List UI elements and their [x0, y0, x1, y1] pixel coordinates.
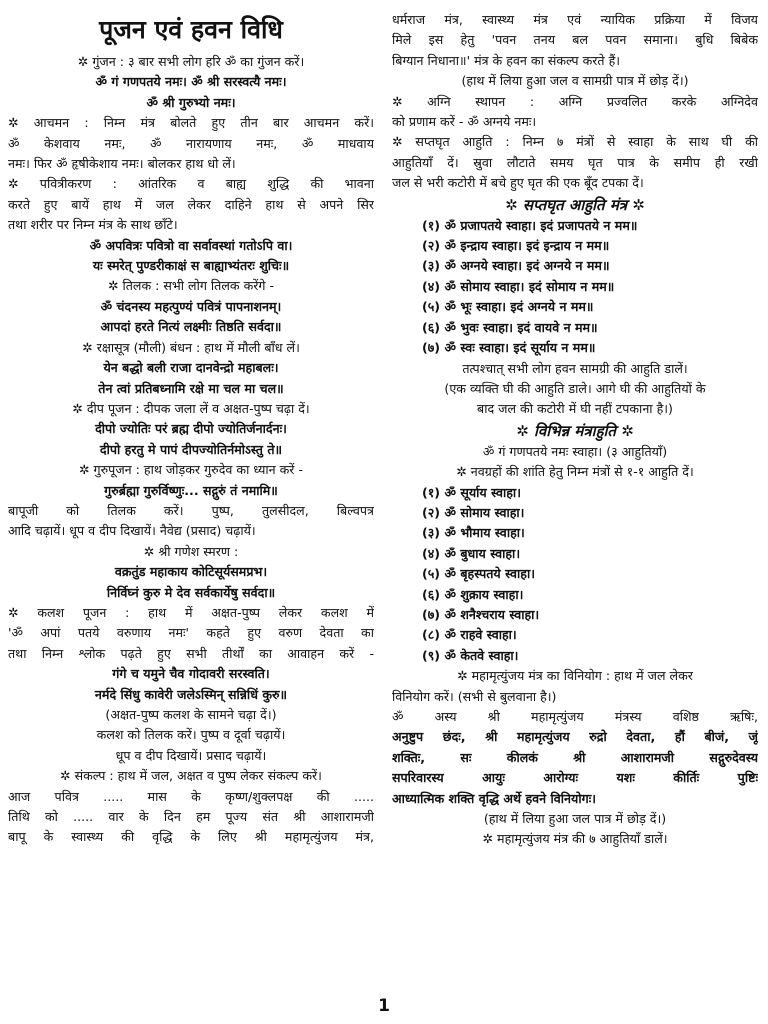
text-line: नर्मदे सिंधु कावेरी जलेऽस्मिन् सन्निधिं कुरु॥	[94, 686, 288, 702]
text-line: (५) ॐ बृहस्पतये स्वाहा।	[422, 566, 535, 582]
text-line: तेन त्वां प्रतिबध्नामि रक्षे मा चल मा चल॥	[98, 380, 284, 396]
text-line: दीपो ज्योतिः परं ब्रह्म दीपो ज्योतिर्जनार्दनः।	[95, 421, 287, 437]
text-line: (५) ॐ भूः स्वाहा। इदं अग्नये न मम॥	[422, 299, 594, 315]
text-line: ✲ गुरुपूजन : हाथ जोड़कर गुरुदेव का ध्यान करें -	[79, 462, 303, 478]
text-line: (९) ॐ केतवे स्वाहा।	[422, 647, 519, 663]
text-line: ✲ पवित्रीकरण : आंतरिक व बाह्य शुद्धि की भावना	[8, 176, 374, 192]
text-line: (एक व्यक्ति घी की आहुति डाले। आगे घी की आहुतियों के	[444, 380, 706, 396]
text-line: आज पवित्र ..... मास के कृष्ण/शुक्लपक्ष की .....	[8, 788, 374, 804]
text-line: अनुष्टुप छंदः, श्री महामृत्युंजय रुद्रो देवता, हौं बीजं, जूं	[392, 729, 758, 745]
text-line: गंगे च यमुने चैव गोदावरी सरस्वति।	[112, 666, 270, 682]
text-line: तिथि को ..... वार के दिन हम पूज्य संत श्री आशारामजी	[8, 809, 374, 825]
text-line: आपदां हरते नित्यं लक्ष्मीः तिष्ठति सर्वदा॥	[100, 319, 282, 335]
text-line: ✲ गुंजन : ३ बार सभी लोग हरि ॐ का गुंजन करें।	[77, 54, 305, 69]
text-line: तथा शरीर पर निम्न मंत्र के साथ छाँटे।	[8, 217, 178, 233]
text-line: ✲ महामृत्युंजय मंत्र की ७ आहुतियाँ डालें।	[482, 831, 668, 847]
text-line: कलश को तिलक करें। पुष्प व दूर्वा चढ़ायें।	[96, 727, 286, 743]
page-title: पूजन एवं हवन विधि	[99, 15, 283, 44]
text-line: ॐ गं गणपतये नमः। ॐ श्री सरस्वत्यै नमः।	[95, 74, 287, 90]
text-line: (२) ॐ सोमाय स्वाहा।	[422, 504, 525, 520]
text-line: आदि चढ़ायें। धूप व दीप दिखायें। नैवेद्य (प्रसाद) चढ़ायें।	[8, 523, 256, 539]
text-line: शक्तिः, सः कीलकं श्री आशारामजी सद्गुरुदेवस्य	[392, 749, 758, 765]
text-line: ✲ महामृत्युंजय मंत्र का विनियोग : हाथ में जल लेकर	[457, 668, 693, 684]
text-line: ✲ दीप पूजन : दीपक जला लें व अक्षत-पुष्प चढ़ा दें।	[72, 400, 310, 416]
text-line: ✲ श्री गणेश स्मरण :	[143, 543, 239, 559]
text-line: ✲ आचमन : निम्न मंत्र बोलते हुए तीन बार आचमन करें।	[8, 115, 374, 131]
text-line: (२) ॐ इन्द्राय स्वाहा। इदं इन्द्राय न मम॥	[422, 238, 610, 254]
text-line: ✲ सप्तघृत आहुति मंत्र ✲	[505, 195, 645, 214]
text-line: बापू के स्वास्थ्य की वृद्धि के लिए श्री महामृत्युंजय मंत्र,	[8, 829, 374, 845]
text-line: निर्विघ्नं कुरु मे देव सर्वकार्येषु सर्वदा॥	[106, 584, 276, 600]
right-text-block	[392, 10, 758, 850]
text-line: (हाथ में लिया हुआ जल पात्र में छोड़ दें।)	[483, 811, 667, 827]
text-line: (४) ॐ बुधाय स्वाहा।	[422, 545, 521, 561]
text-line: ॐ अस्य श्री महामृत्युंजय मंत्रस्य वशिष्ठ ऋषिः,	[392, 709, 758, 724]
text-line: (६) ॐ शुक्राय स्वाहा।	[422, 586, 524, 602]
text-line: बापूजी को तिलक करें। पुष्प, तुलसीदल, बिल्वपत्र	[8, 502, 374, 518]
text-line: आध्यात्मिक शक्ति वृद्धि अर्थे हवने विनियोगः।	[392, 790, 597, 806]
text-line: ✲ अग्नि स्थापन : अग्नि प्रज्वलित करके अग्निदेव	[392, 93, 758, 109]
text-line: वक्रतुंड महाकाय कोटिसूर्यसमप्रभ।	[114, 564, 268, 580]
text-line: बिग्यान निधाना॥' मंत्र के हवन का संकल्प करते हैं।	[392, 52, 621, 68]
text-line: आहुतियाँ दें। स्रुवा लौटाते समय घृत पात्र के समीप ही रखी	[392, 154, 758, 170]
text-line: धूप व दीप दिखायें। प्रसाद चढ़ायें।	[115, 747, 267, 763]
text-line: तत्पश्चात् सभी लोग हवन सामग्री की आहुति डालें।	[462, 360, 688, 376]
text-line: करते हुए बायें हाथ में जल लेकर दाहिने हाथ से अपने सिर	[8, 196, 374, 212]
text-line: यः स्मरेत् पुण्डरीकाक्षं स बाह्याभ्यंतरः शुचिः॥	[92, 258, 290, 274]
text-line: (८) ॐ राहवे स्वाहा।	[422, 627, 517, 643]
text-line: ॐ गं गणपतये नमः स्वाहा। (३ आहुतियाँ)	[482, 443, 668, 459]
text-line: (७) ॐ स्वः स्वाहा। इदं सूर्याय न मम॥	[422, 340, 596, 356]
text-line: ✲ तिलक : सभी लोग तिलक करेंगे -	[107, 278, 275, 294]
text-line: तथा निम्न श्लोक पढ़ते हुए सभी तीर्थों का आवाहन करें -	[8, 645, 374, 661]
text-line: ॐ अपवित्रः पवित्रो वा सर्वावस्थां गतोऽपि वा।	[89, 237, 293, 253]
text-line: ✲ कलश पूजन : हाथ में अक्षत-पुष्प लेकर कलश में	[8, 604, 374, 620]
text-line: ✲ विभिन्न मंत्राहुति ✲	[516, 421, 634, 440]
text-line: येन बद्धो बली राजा दानवेन्द्रो महाबलः।	[103, 360, 279, 376]
text-line: (६) ॐ भुवः स्वाहा। इदं वायवे न मम॥	[422, 319, 598, 335]
text-line: गुरुर्ब्रह्मा गुरुर्विष्णुः... सद्गुरुं तं नमामि॥	[104, 482, 278, 498]
right-column	[392, 10, 758, 850]
text-line: (७) ॐ शनैश्चराय स्वाहा।	[422, 606, 540, 622]
left-text-block	[8, 52, 374, 848]
text-line: नमः। फिर ॐ हृषीकेशाय नमः। बोलकर हाथ धो लें।	[8, 156, 236, 172]
text-line: जल से भरी कटोरी में बचे हुए घृत की एक बूँद टपका दें।	[392, 175, 644, 191]
text-line: ✲ सप्तघृत आहुति : निम्न ७ मंत्रों से स्वाहा के साथ घी की	[392, 134, 758, 150]
text-line: ✲ रक्षासूत्र (मौली) बंधन : हाथ में मौली बाँध लें।	[82, 339, 300, 355]
text-line: ॐ चंदनस्य महत्पुण्यं पवित्रं पापनाशनम्।	[100, 298, 282, 314]
text-line: को प्रणाम करें - ॐ अग्नये नमः।	[392, 114, 537, 130]
text-line: सपरिवारस्य आयुः आरोग्यः यशः कीर्तिः पुष्टिः	[392, 770, 758, 786]
text-line: ✲ नवग्रहों की शांति हेतु निम्न मंत्रों से १-१ आहुति दें।	[456, 464, 694, 480]
page-number: 1	[378, 996, 390, 1016]
text-line: (३) ॐ भौमाय स्वाहा।	[422, 525, 525, 541]
text-line: (४) ॐ सोमाय स्वाहा। इदं सोमाय न मम॥	[422, 278, 615, 294]
text-line: बाद जल की कटोरी में घी नहीं टपकाना है।)	[477, 401, 673, 417]
left-column	[8, 10, 374, 848]
text-line: ॐ श्री गुरुभ्यो नमः।	[146, 94, 236, 110]
text-line: (अक्षत-पुष्प कलश के सामने चढ़ा दें।)	[105, 707, 277, 722]
text-line: (१) ॐ प्रजापतये स्वाहा। इदं प्रजापतये न मम॥	[422, 217, 638, 233]
text-line: (१) ॐ सूर्याय स्वाहा।	[422, 484, 521, 500]
text-line: (३) ॐ अग्नये स्वाहा। इदं अग्नये न मम॥	[422, 258, 610, 274]
text-line: धर्मराज मंत्र, स्वास्थ्य मंत्र एवं न्यायिक प्रक्रिया में विजय	[392, 12, 758, 27]
text-line: दीपो हरतु मे पापं दीपज्योतिर्नमोऽस्तु ते॥	[99, 441, 283, 457]
text-line: ✲ संकल्प : हाथ में जल, अक्षत व पुष्प लेकर संकल्प करें।	[60, 768, 322, 784]
text-line: मिले इस हेतु 'पवन तनय बल पवन समाना। बुधि बिबेक	[392, 32, 758, 48]
text-line: ॐ केशवाय नमः, ॐ नारायणाय नमः, ॐ माधवाय	[8, 135, 374, 151]
text-line: (हाथ में लिया हुआ जल व सामग्री पात्र में छोड़ दें।)	[461, 73, 689, 89]
text-line: 'ॐ अपां पतये वरुणाय नमः' कहते हुए वरुण देवता का	[8, 625, 374, 641]
text-line: विनियोग करें। (सभी से बुलवाना है।)	[392, 688, 557, 704]
